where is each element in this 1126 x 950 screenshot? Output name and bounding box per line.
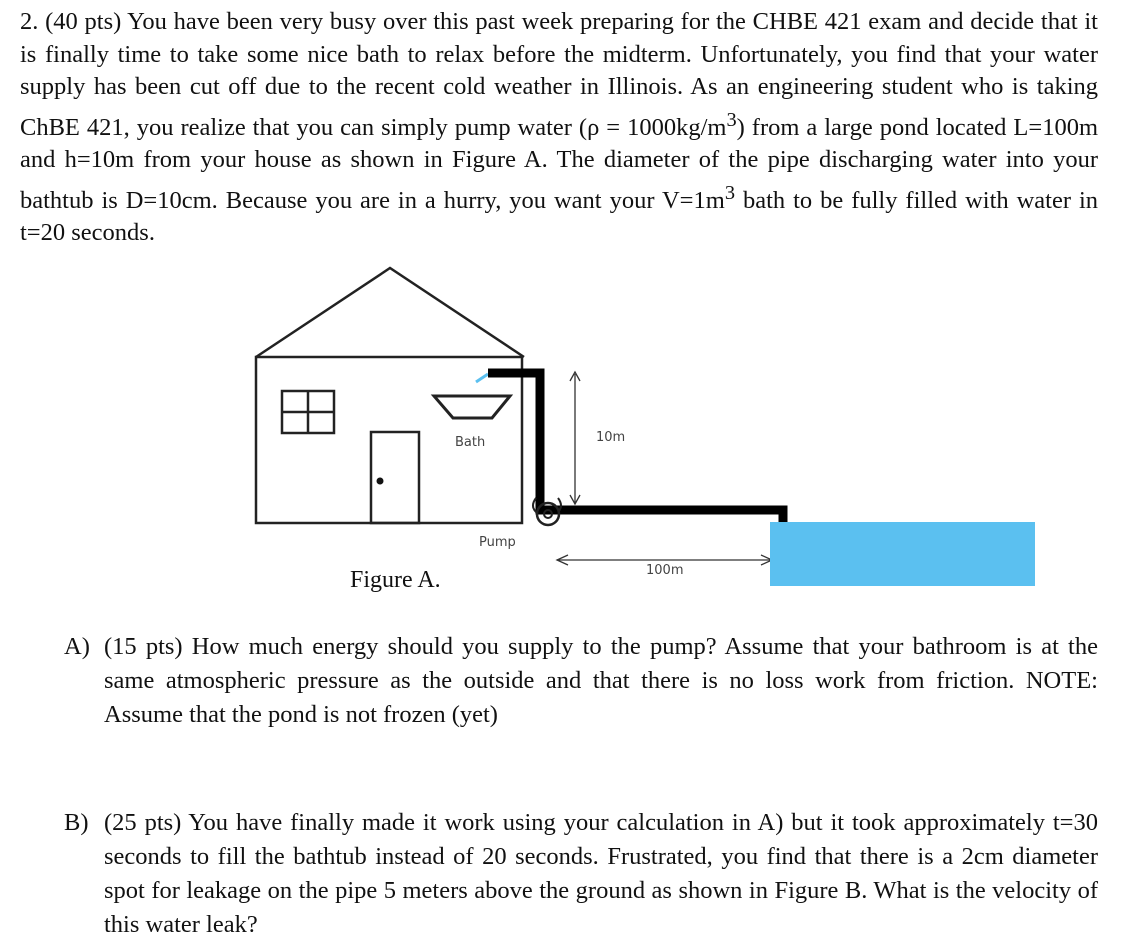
statement-superscript-2: 3	[724, 181, 736, 204]
figure-caption: Figure A.	[350, 567, 441, 593]
pond	[770, 522, 1035, 586]
part-a-label: A)	[64, 633, 90, 660]
statement-text-3: bath to be fully filled with water in t=20 seconds.	[20, 186, 1098, 247]
bathtub-icon	[434, 396, 510, 418]
pump-label: Pump	[479, 535, 516, 550]
statement-text-2: ) from a large pond located L=100m and h=10m from your house as shown in Figure A. The diameter of the pipe discharging water into your bathtub is D=10cm. Because you are in a hurry, you want your V=1m	[20, 113, 1098, 214]
statement-superscript-1: 3	[726, 108, 737, 131]
part-b-text: (25 pts) You have finally made it work using your calculation in A) but it took approximately t=30 seconds to fill the bathtub instead of 20 seconds. Frustrated, you find that there is a 2cm diameter spot for leakage on the pipe 5 meters above the ground as shown in Figure B. What is the velocity of this water leak?	[104, 809, 1098, 938]
bath-label: Bath	[455, 435, 486, 450]
part-b-label: B)	[64, 809, 89, 836]
statement-text-1: 2. (40 pts) You have been very busy over this past week preparing for the CHBE 421 exam and decide that it is finally time to take some nice bath to relax before the midterm. Unfortunately, you find that your water supply has been cut off due to the recent cold weather in Illinois. As an engineering student who is taking ChBE 421, you realize that you can simply pump water (ρ = 1000kg/m	[20, 8, 1098, 141]
water-stream	[476, 374, 488, 382]
part-a-text: (15 pts) How much energy should you supply to the pump? Assume that your bathroom is at the same atmospheric pressure as the outside and that there is no loss work from friction. NOTE: Assume that the pond is not frozen (yet)	[104, 633, 1098, 728]
house-roof	[256, 268, 524, 357]
house-door	[371, 432, 419, 523]
height-label: 10m	[596, 430, 626, 445]
part-b-question	[64, 806, 1098, 942]
supply-pipe	[488, 373, 783, 550]
length-label: 100m	[646, 563, 684, 578]
door-knob	[377, 478, 384, 485]
part-a-question	[64, 630, 1098, 732]
